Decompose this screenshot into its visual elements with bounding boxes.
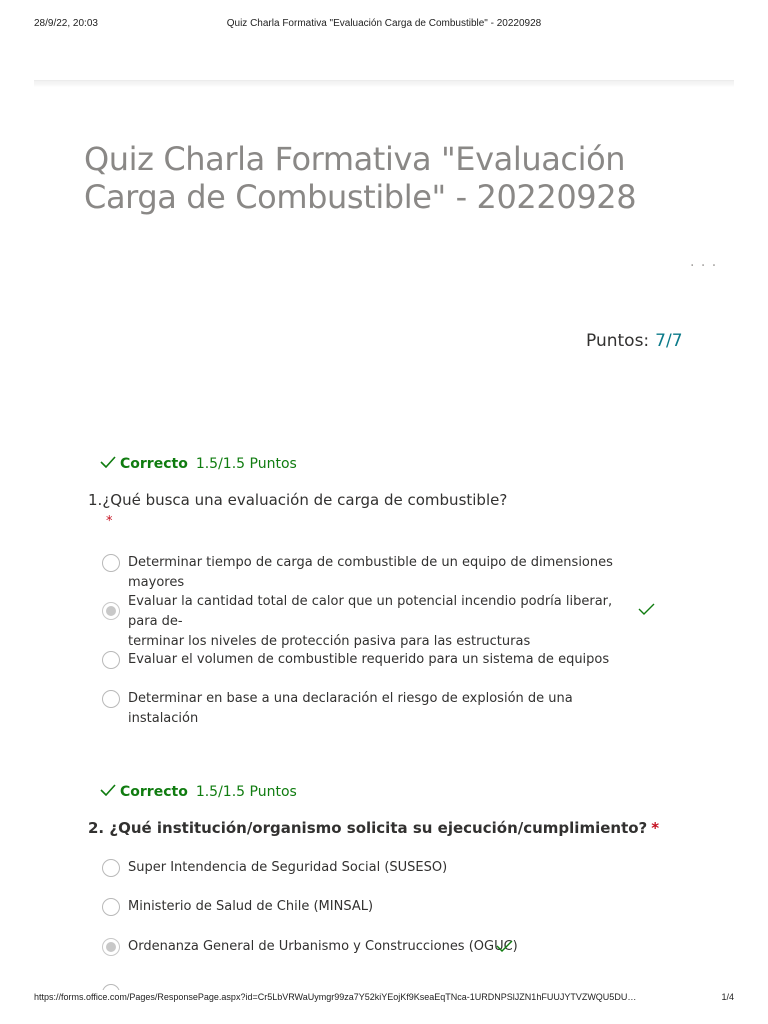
- radio-button[interactable]: [102, 898, 120, 916]
- correct-check-icon: [638, 602, 655, 622]
- question-number: 1.: [88, 491, 103, 509]
- radio-button[interactable]: [102, 859, 120, 877]
- more-options-icon[interactable]: · · ·: [690, 258, 718, 274]
- option-label-line-1: Evaluar la cantidad total de calor que un potencial incendio podría liberar, para de-: [128, 594, 613, 629]
- question-number: 2.: [88, 819, 105, 837]
- question-2-status: [100, 782, 297, 802]
- print-footer: [34, 992, 734, 1006]
- radio-button-cut-off: [102, 984, 120, 990]
- option-label: Ministerio de Salud de Chile (MINSAL): [128, 899, 374, 914]
- required-marker: *: [651, 819, 660, 837]
- score-label: Puntos:: [586, 331, 650, 351]
- radio-button[interactable]: [102, 690, 120, 708]
- print-header: [0, 18, 768, 32]
- status-label: Correcto: [120, 784, 188, 800]
- question-text: ¿Qué busca una evaluación de carga de combustible?: [102, 491, 508, 509]
- option-label: Determinar tiempo de carga de combustible de un equipo de dimensiones mayores: [128, 555, 613, 590]
- radio-button-selected[interactable]: [102, 602, 120, 620]
- print-title: Quiz Charla Formativa "Evaluación Carga de Combustible" - 20220928: [226, 18, 542, 29]
- print-page-number: 1/4: [721, 992, 734, 1002]
- option-label: Super Intendencia de Seguridad Social (SUSESO): [128, 860, 448, 875]
- print-url: https://forms.office.com/Pages/ResponsePage.aspx?id=Cr5LbVRWaUymgr99za7Y52kiYEojKf9KseaEqTNca-1URDNPSlJZN1hFUUJYTVZWQU5DU…: [34, 992, 637, 1002]
- option-label: [128, 592, 628, 652]
- radio-button[interactable]: [102, 651, 120, 669]
- option-label: Evaluar el volumen de combustible requerido para un sistema de equipos: [128, 652, 610, 667]
- required-marker: *: [106, 514, 113, 529]
- form-title: Quiz Charla Formativa "Evaluación Carga de Combustible" - 20220928: [84, 140, 637, 216]
- form-top-divider: [34, 80, 734, 87]
- option-label: Ordenanza General de Urbanismo y Construcciones (OGUC): [128, 939, 518, 954]
- question-1-status: [100, 454, 297, 474]
- correct-check-icon: [496, 939, 513, 959]
- question-2-title: [88, 818, 659, 838]
- radio-button-selected[interactable]: [102, 938, 120, 956]
- question-1-title: [88, 490, 507, 510]
- radio-button[interactable]: [102, 554, 120, 572]
- check-icon: [100, 454, 118, 474]
- score-summary: [586, 331, 683, 351]
- question-text: ¿Qué institución/organismo solicita su ejecución/cumplimiento?: [109, 819, 648, 837]
- status-points: 1.5/1.5 Puntos: [195, 784, 297, 800]
- status-label: Correcto: [120, 456, 188, 472]
- option-label-line-2: terminar los niveles de protección pasiva para las estructuras: [128, 634, 531, 649]
- print-date: 28/9/22, 20:03: [34, 18, 98, 29]
- score-value: 7/7: [655, 331, 683, 351]
- check-icon: [100, 782, 118, 802]
- status-points: 1.5/1.5 Puntos: [195, 456, 297, 472]
- option-label: Determinar en base a una declaración el riesgo de explosión de una instalación: [128, 691, 573, 726]
